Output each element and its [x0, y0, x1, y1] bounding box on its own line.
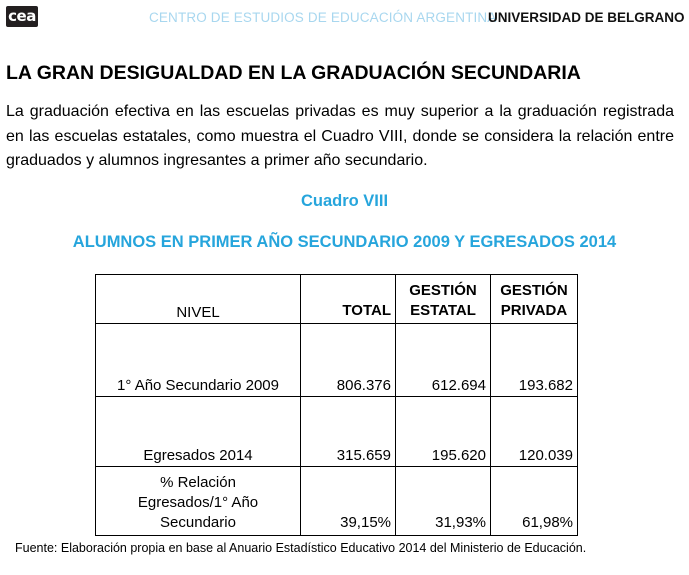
cell-total: 315.659 — [301, 397, 396, 467]
data-table — [95, 274, 578, 536]
page-header — [6, 6, 686, 30]
cell-nivel — [96, 467, 301, 536]
cell-nivel: 1° Año Secundario 2009 — [96, 324, 301, 397]
cell-nivel-line1: % Relación — [160, 474, 236, 491]
cell-nivel-line2: Egresados/1° Año — [137, 494, 259, 511]
header-estatal-line1: GESTIÓN — [409, 282, 477, 299]
table-row — [96, 397, 578, 467]
table-title: ALUMNOS EN PRIMER AÑO SECUNDARIO 2009 Y EGRESADOS 2014 — [72, 233, 617, 251]
header-privada — [491, 275, 578, 324]
header-total: TOTAL — [301, 275, 396, 324]
page-title: LA GRAN DESIGUALDAD EN LA GRADUACIÓN SECUNDARIA — [6, 62, 581, 84]
source-note: Fuente: Elaboración propia en base al Anuario Estadístico Educativo 2014 del Ministerio de Educación. — [15, 541, 587, 555]
cell-estatal: 31,93% — [396, 467, 491, 536]
table-header-row — [96, 275, 578, 324]
university-name: UNIVERSIDAD DE BELGRANO — [488, 10, 685, 25]
header-nivel: NIVEL — [96, 275, 301, 324]
cell-privada: 61,98% — [491, 467, 578, 536]
cell-nivel-line3: Secundario — [160, 514, 236, 531]
cell-estatal: 612.694 — [396, 324, 491, 397]
center-name: CENTRO DE ESTUDIOS DE EDUCACIÓN ARGENTINA — [149, 10, 497, 25]
cell-nivel: Egresados 2014 — [96, 397, 301, 467]
header-estatal — [396, 275, 491, 324]
table-caption: Cuadro VIII — [300, 192, 389, 210]
table-row — [96, 467, 578, 536]
header-privada-line1: GESTIÓN — [500, 282, 568, 299]
header-estatal-line2: ESTATAL — [410, 302, 476, 319]
table-row — [96, 324, 578, 397]
cell-total: 806.376 — [301, 324, 396, 397]
cell-total: 39,15% — [301, 467, 396, 536]
intro-paragraph: La graduación efectiva en las escuelas privadas es muy superior a la graduación registrada en las escuelas estatales, como muestra el Cuadro VIII, donde se considera la relación entre graduados y alumnos ingresantes a primer año secundario. — [6, 103, 674, 169]
cell-privada: 193.682 — [491, 324, 578, 397]
cell-privada: 120.039 — [491, 397, 578, 467]
cell-estatal: 195.620 — [396, 397, 491, 467]
cea-logo: cea — [6, 6, 38, 27]
header-privada-line2: PRIVADA — [500, 302, 568, 319]
